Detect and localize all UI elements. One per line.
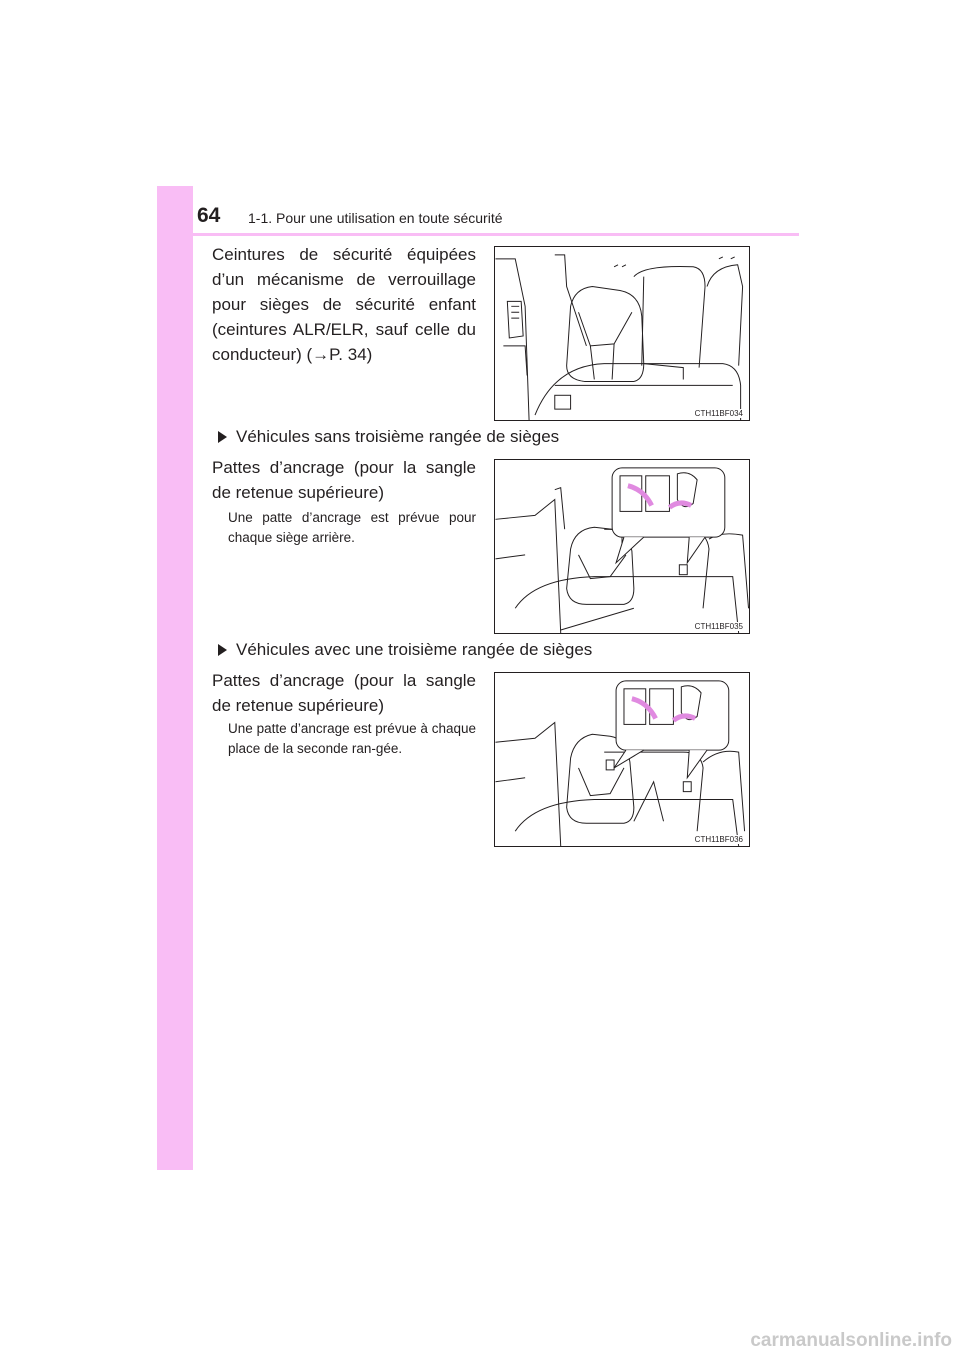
heading-without-third-row-text: Véhicules sans troisième rangée de sièges [236, 427, 560, 446]
page-number: 64 [197, 204, 221, 227]
figure-code-3: CTH11BF036 [694, 835, 743, 844]
figure-anchor-no-third-row [494, 459, 750, 634]
anchor-bracket-illustration-1 [495, 460, 749, 633]
figure-code-2: CTH11BF035 [694, 622, 743, 631]
anchor-bracket-illustration-2 [495, 673, 749, 846]
heading-without-third-row [212, 425, 559, 449]
alr-elr-description: Ceintures de sécurité équipées d’un mécanisme de verrouillage pour sièges de sécurité enfant (ceintures ALR/ELR, sauf celle du conducteur) (→P. 34) [212, 245, 476, 364]
heading-with-third-row-text: Véhicules avec une troisième rangée de sièges [236, 640, 593, 659]
triangle-bullet-icon [218, 644, 227, 656]
figure-anchor-third-row [494, 672, 750, 847]
anchor-note-3: Une patte d’ancrage est prévue à chaque place de la seconde ran-gée. [228, 721, 476, 756]
chapter-side-band [157, 186, 193, 1170]
anchor-brackets-label-3: Pattes d’ancrage (pour la sangle de retenue supérieure) [212, 671, 476, 715]
seat-belt-illustration [495, 247, 749, 420]
site-watermark: carmanualsonline.info [750, 1330, 952, 1351]
header-rule [193, 233, 799, 236]
figure-alr-elr-seat [494, 246, 750, 421]
section-title: 1-1. Pour une utilisation en toute sécurité [248, 210, 503, 226]
anchor-brackets-label-2: Pattes d’ancrage (pour la sangle de retenue supérieure) [212, 458, 476, 502]
figure-code-1: CTH11BF034 [694, 409, 743, 418]
heading-with-third-row [212, 638, 592, 662]
anchor-note-2: Une patte d’ancrage est prévue pour chaque siège arrière. [228, 510, 476, 545]
triangle-bullet-icon [218, 431, 227, 443]
